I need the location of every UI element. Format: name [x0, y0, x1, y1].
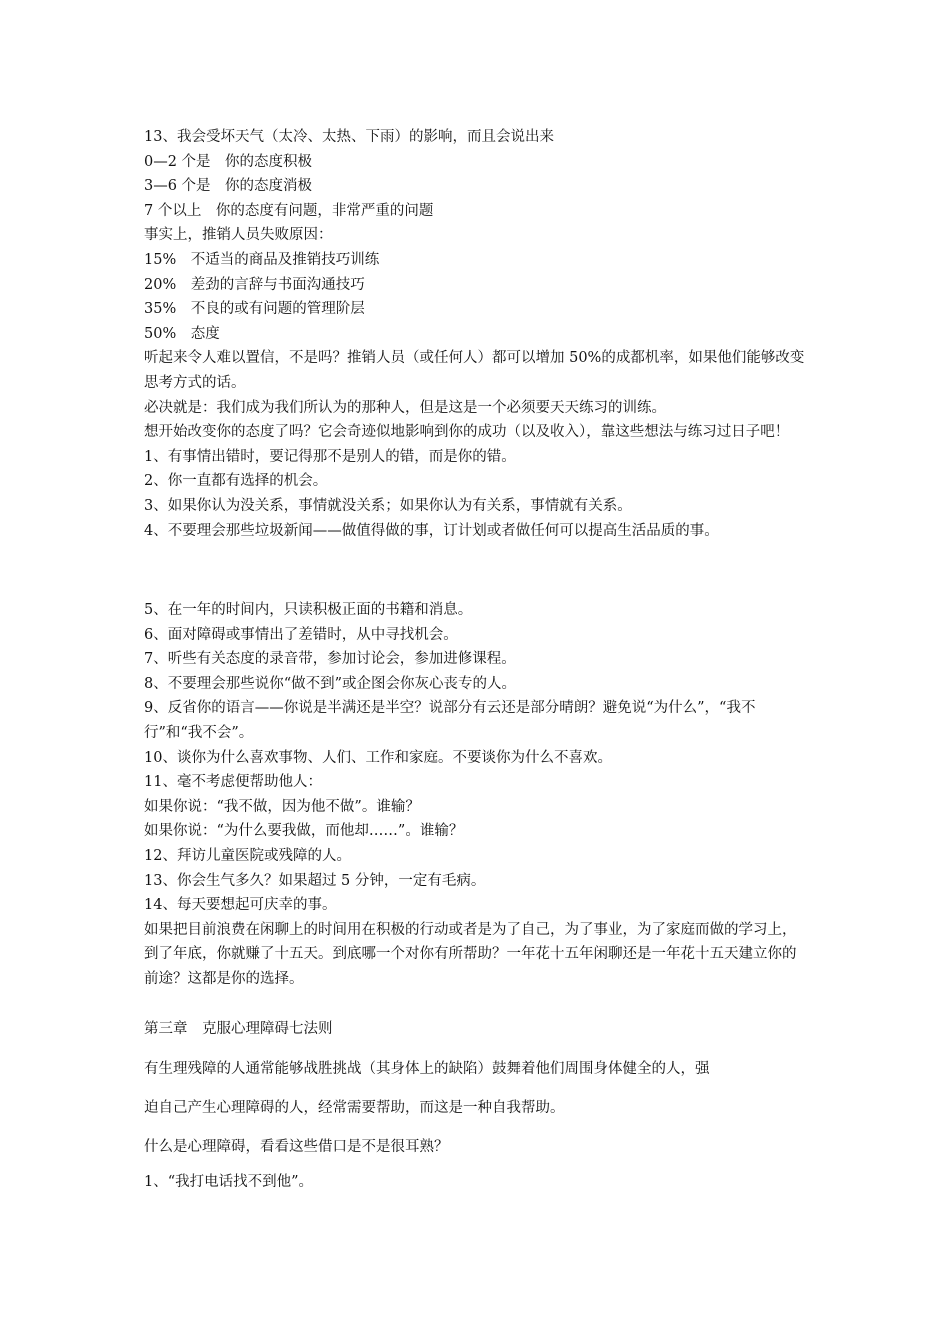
- chapter-paragraph-line-2: 迫自己产生心理障碍的人，经常需要帮助，而这是一种自我帮助。: [144, 1100, 565, 1116]
- tip-item: 14、每天要想起可庆幸的事。: [144, 897, 337, 914]
- score-range-negative: 3—6 个是 你的态度消极: [144, 178, 313, 195]
- paragraph-unbelievable: 听起来令人难以置信，不是吗？推销人员（或任何人）都可以增加 50%的成都机率，如果他们能够改变思考方式的话。: [144, 350, 805, 391]
- tips-continued-section: [144, 598, 808, 992]
- paragraph-start: 想开始改变你的态度了吗？它会奇迹似地影响到你的成功（以及收入），靠这些想法与练习过日子吧！: [144, 424, 790, 441]
- tip-item-9: 9、反省你的语言——你说是半满还是半空？说部分有云还是部分晴朗？避免说“为什么”，“我不行”和“我不会”。: [144, 700, 756, 741]
- tip-item: 8、不要理会那些说你“做不到”或企图会你灰心丧专的人。: [144, 675, 517, 692]
- tip-subitem: 如果你说：“我不做，因为他不做”。谁输？: [144, 798, 420, 815]
- tip-item: 6、面对障碍或事情出了差错时，从中寻找机会。: [144, 626, 458, 643]
- tip-item: 4、不要理会那些垃圾新闻——做值得做的事，订计划或者做任何可以提高生活品质的事。: [144, 522, 719, 539]
- tip-subitem: 如果你说：“为什么要我做，而他却……”。谁输？: [144, 823, 464, 840]
- tip-item: 2、你一直都有选择的机会。: [144, 473, 328, 490]
- tip-item: 10、谈你为什么喜欢事物、人们、工作和家庭。不要谈你为什么不喜欢。: [144, 749, 612, 766]
- quiz-item-13: 13、我会受坏天气（太冷、太热、下雨）的影响，而且会说出来: [144, 129, 554, 145]
- chapter-title: 第三章 克服心理障碍七法则: [144, 1021, 333, 1037]
- tip-item: 5、在一年的时间内，只读积极正面的书籍和消息。: [144, 602, 473, 618]
- chapter-paragraph-line-1: 有生理残障的人通常能够战胜挑战（其身体上的缺陷）鼓舞着他们周围身体健全的人，强: [144, 1061, 710, 1077]
- excuse-item-1: 1、“我打电话找不到他”。: [144, 1174, 314, 1190]
- paragraph-summary: 如果把目前浪费在闲聊上的时间用在积极的行动或者是为了自己，为了事业，为了家庭而做的学习上，到了年底，你就赚了十五天。到底哪一个对你有所帮助？一年花十五年闲聊还是一年花十五天建立你的前途？这都是你的选择。: [144, 921, 797, 987]
- tip-item: 1、有事情出错时，要记得那不是别人的错，而是你的错。: [144, 448, 516, 465]
- attitude-section: [144, 125, 808, 543]
- tip-item: 12、拜访儿童医院或残障的人。: [144, 847, 351, 864]
- failure-reason-item: 35% 不良的或有问题的管理阶层: [144, 301, 365, 318]
- failure-reason-item: 20% 差劲的言辞与书面沟通技巧: [144, 276, 365, 293]
- chapter-question: 什么是心理障碍，看看这些借口是不是很耳熟？: [144, 1139, 449, 1155]
- score-range-problem: 7 个以上 你的态度有问题，非常严重的问题: [144, 202, 434, 219]
- failure-reason-item: 50% 态度: [144, 325, 220, 342]
- paragraph-secret: 必决就是：我们成为我们所认为的那种人，但是这是一个必须要天天练习的训练。: [144, 399, 666, 416]
- failure-reasons-heading: 事实上，推销人员失败原因：: [144, 227, 333, 244]
- failure-reason-item: 15% 不适当的商品及推销技巧训练: [144, 251, 380, 268]
- score-range-positive: 0—2 个是 你的态度积极: [144, 153, 313, 170]
- tip-item: 7、听些有关态度的录音带，参加讨论会，参加进修课程。: [144, 651, 516, 668]
- tip-item: 3、如果你认为没关系，事情就没关系；如果你认为有关系，事情就有关系。: [144, 497, 632, 514]
- tip-item: 11、毫不考虑便帮助他人：: [144, 774, 322, 791]
- tip-item: 13、你会生气多久？如果超过 5 分钟，一定有毛病。: [144, 872, 486, 889]
